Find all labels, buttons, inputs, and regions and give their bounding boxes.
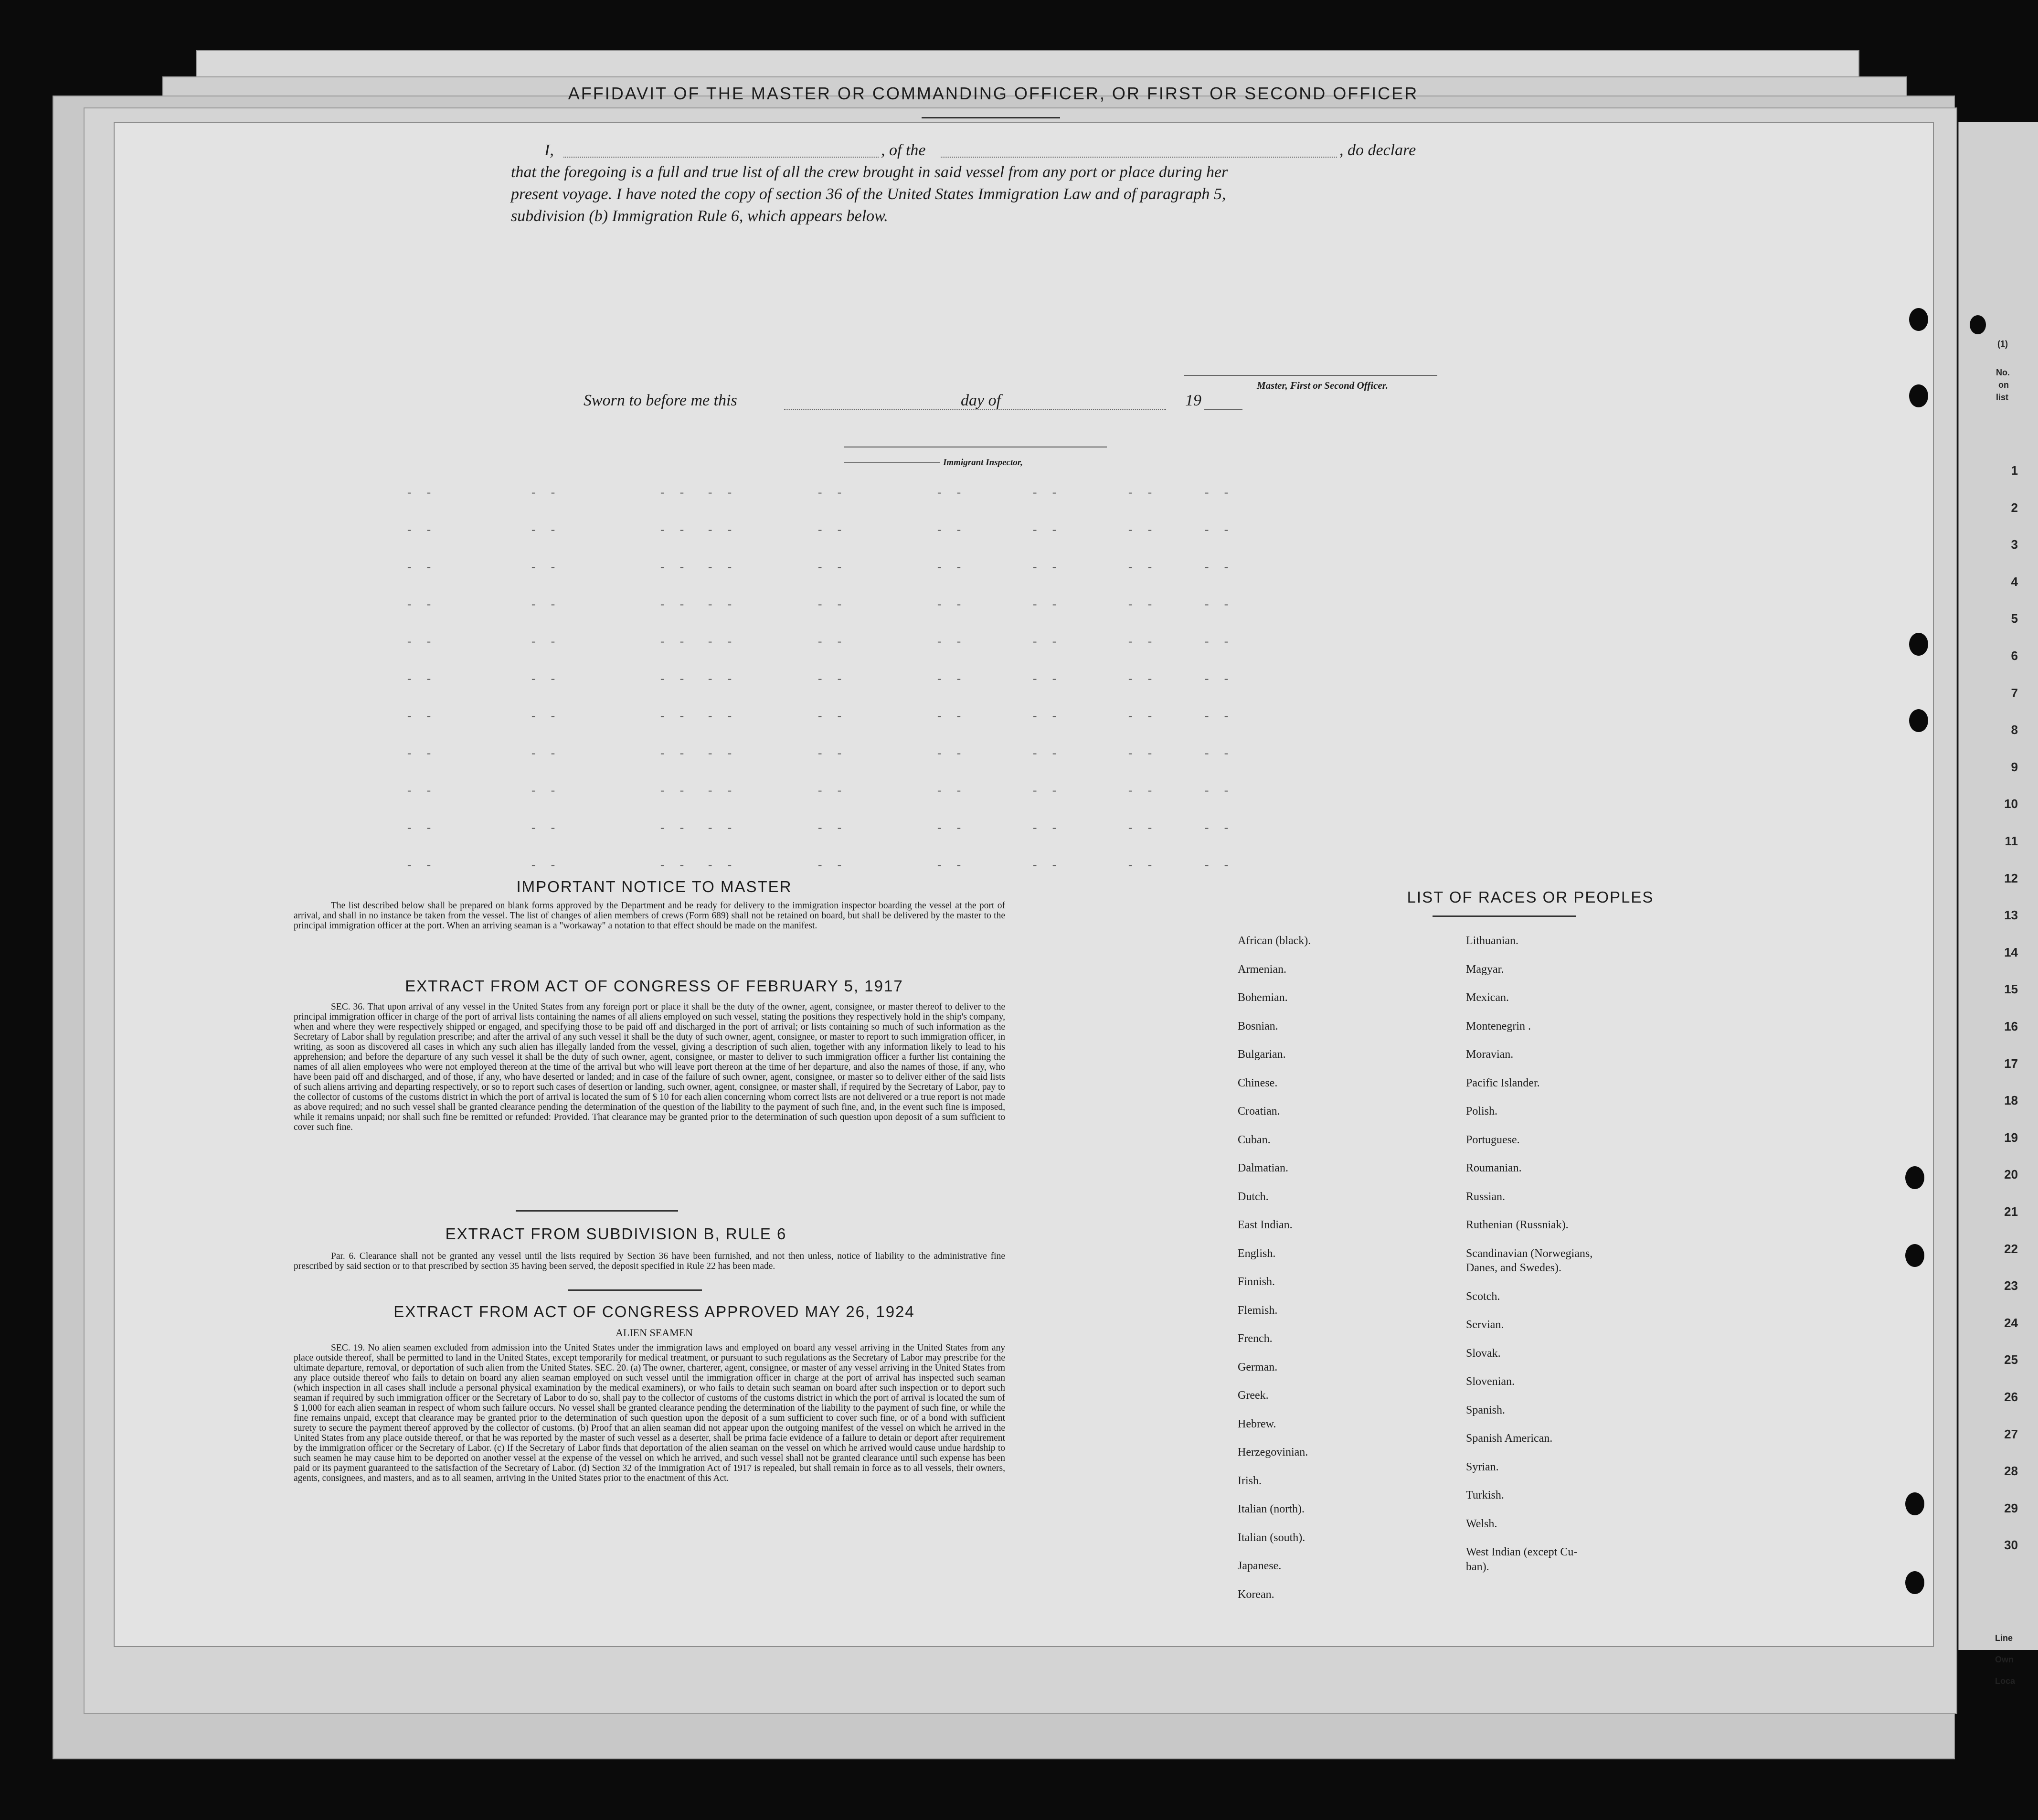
column-dash: - - [659,487,689,500]
column-dash: - - [406,711,435,724]
column-dash: - - [1203,711,1233,724]
row-number: 26 [2004,1390,2018,1404]
row-number: 7 [2011,685,2018,700]
row-number: 12 [2004,871,2018,885]
column-dash: - - [530,636,560,649]
race-item: Hebrew. [1238,1417,1276,1430]
column-dash: - - [817,636,846,649]
title-underline [922,117,1060,118]
side-strip [1958,122,2038,1650]
day-of-text: day of [961,392,1001,409]
row-number: 20 [2004,1167,2018,1182]
race-item: Cuban. [1238,1133,1271,1146]
column-dash: - - [1127,599,1157,612]
race-item: English. [1238,1247,1276,1260]
punch-hole [1970,315,1986,334]
column-dash: - - [406,562,435,575]
column-dash: - - [817,562,846,575]
column-dash: - - [1031,673,1061,686]
race-item: Finnish. [1238,1276,1275,1288]
row-number: 17 [2004,1056,2018,1071]
inspector-label: Immigrant Inspector, [943,458,1023,468]
side-head-list: list [1996,393,2009,402]
punch-hole [1905,1492,1924,1515]
column-dash: - - [659,524,689,537]
affidavit-of-the: , of the [881,141,926,159]
column-dash: - - [659,748,689,761]
races-title: LIST OF RACES OR PEOPLES [1407,888,1654,906]
column-dash: - - [530,822,560,835]
column-dash: - - [707,487,736,500]
row-number: 13 [2004,908,2018,923]
column-dash: - - [530,487,560,500]
column-dash: - - [406,599,435,612]
race-item: Chinese. [1238,1076,1278,1089]
race-item: Danes, and Swedes). [1466,1262,1561,1274]
column-dash: - - [406,487,435,500]
column-dash: - - [1031,860,1061,873]
row-number: 2 [2011,500,2018,515]
row-number: 27 [2004,1426,2018,1441]
column-dash: - - [1203,822,1233,835]
side-head-on: on [1998,380,2009,390]
column-dash: - - [1031,599,1061,612]
punch-hole [1909,633,1928,656]
row-number: 22 [2004,1241,2018,1256]
column-dash: - - [1127,487,1157,500]
row-number: 29 [2004,1501,2018,1515]
side-footer-own: Own [1995,1655,2014,1664]
row-number: 14 [2004,945,2018,959]
column-dash: - - [707,562,736,575]
race-item: French. [1238,1332,1273,1345]
race-item: Magyar. [1466,963,1504,976]
race-item: Bosnian. [1238,1020,1278,1032]
column-dash: - - [817,673,846,686]
race-item: African (black). [1238,935,1311,947]
column-dash: - - [659,599,689,612]
row-number: 25 [2004,1352,2018,1367]
column-dash: - - [1203,562,1233,575]
side-footer-loca: Loca [1995,1676,2016,1686]
column-dash: - - [406,673,435,686]
blank-vessel [941,157,1337,158]
column-dash: - - [1203,673,1233,686]
row-number: 18 [2004,1093,2018,1108]
column-dash: - - [936,524,966,537]
row-number: 19 [2004,1130,2018,1145]
side-col-number: (1) [1997,339,2008,349]
sworn-text: Sworn to before me this [584,392,737,409]
inspector-signature-line-2 [844,462,940,463]
race-item: Bohemian. [1238,991,1288,1004]
race-item: Russian. [1466,1190,1506,1203]
column-dash: - - [530,524,560,537]
column-dash: - - [707,822,736,835]
rule6-title: EXTRACT FROM SUBDIVISION B, RULE 6 [445,1225,787,1243]
row-number: 6 [2011,649,2018,663]
extract-1924-text: SEC. 19. No alien seamen excluded from admission into the United States under the immigration laws and employed on board any vessel arriving in the United States from any place outside thereof, shall be permitted to land in the United States, except temporarily for medical treatment, or pursuant to such regulations as the Secretary of Labor may prescribe for the ultimate departure, removal, or deportation of such alien from the United States. SEC. 20. (a) The owner, charterer, agent, consignee, or master of any vessel arriving in the United States from any place outside thereof who fails to detain on board any alien seaman employed on such vessel until the immigration officer in charge at the port of arrival has inspected such seaman (which inspection in all cases shall include a personal physical examination by the medical examiners), or who fails to detain such seaman on board after such inspection or to deport such seaman if required by such immigration officer or the Secretary of Labor to do so, shall pay to the collector of customs of the customs district in which the port of arrival is located the sum of $ 1,000 for each alien seaman in respect of whom such failure occurs. No vessel shall be granted clearance pending the determination of the liability to the payment of such fine, or while the fine remains unpaid, except that clearance may be granted prior to the determination of such question upon the deposit of a sum sufficient to cover such fine, or of a bond with sufficient surety to secure the payment thereof approved by the collector of customs. (b) Proof that an alien seaman did not appear upon the outgoing manifest of the vessel on which he arrived in the United States from any place outside thereof, or that he was reported by the master of such vessel as a deserter, shall be prima facie evidence of a failure to detain or deport after requirement by the immigration officer or the Secretary of Labor. (c) If the Secretary of Labor finds that deportation of the alien seaman on the vessel on which he arrived would cause undue hardship to such seamen he may cause him to be deported on another vessel at the expense of the vessel on which he arrived, and such vessel shall not be granted clearance until such expense has been paid or its payment guaranteed to the satisfaction of the Secretary of Labor. (d) Section 32 of the Immigration Act of 1917 is repealed, but shall remain in force as to all vessels, their owners, agents, consignees, and masters, and as to all seamen, arriving in the United States prior to the enactment of this Act. [294,1343,1005,1483]
column-dash: - - [406,748,435,761]
column-dash: - - [1031,562,1061,575]
column-dash: - - [936,673,966,686]
race-item: Greek. [1238,1389,1269,1402]
column-dash: - - [1127,822,1157,835]
column-dash: - - [1203,785,1233,798]
column-dash: - - [817,860,846,873]
punch-hole [1905,1571,1924,1594]
race-item: Portuguese. [1466,1133,1520,1146]
column-dash: - - [530,599,560,612]
alien-seamen-subtitle: ALIEN SEAMEN [616,1327,693,1339]
column-dash: - - [1127,562,1157,575]
side-head-no: No. [1996,368,2010,377]
column-dash: - - [1031,711,1061,724]
sworn-line [584,392,1252,414]
column-dash: - - [1203,524,1233,537]
column-dash: - - [1203,636,1233,649]
affidavit-i: I, [544,141,554,159]
column-dash: - - [817,524,846,537]
race-item: Moravian. [1466,1048,1514,1061]
row-number: 1 [2011,463,2018,478]
row-number: 5 [2011,611,2018,626]
column-dash: - - [1127,636,1157,649]
race-item: Servian. [1466,1319,1504,1331]
column-dash: - - [707,860,736,873]
race-item: Scandinavian (Norwegians, [1466,1247,1593,1260]
year-prefix: 19 [1185,392,1201,409]
blank-name [563,157,879,158]
column-dash: - - [707,711,736,724]
column-dash: - - [530,711,560,724]
column-dash: - - [530,748,560,761]
row-number: 10 [2004,797,2018,811]
column-dash: - - [936,599,966,612]
column-dash: - - [936,822,966,835]
column-dash: - - [936,785,966,798]
column-dash: - - [659,636,689,649]
column-dash: - - [707,599,736,612]
race-item: Japanese. [1238,1560,1282,1572]
column-dash: - - [1127,785,1157,798]
column-dash: - - [1203,860,1233,873]
column-dash: - - [1127,711,1157,724]
column-dash: - - [530,562,560,575]
race-item: Lithuanian. [1466,935,1518,947]
column-dash: - - [1031,822,1061,835]
column-dash: - - [1203,599,1233,612]
master-signature-line [1184,375,1437,376]
race-item: Slovenian. [1466,1375,1515,1388]
column-dash: - - [1031,748,1061,761]
notice-text: The list described below shall be prepared on blank forms approved by the Department and be ready for delivery to the immigration inspector boarding the vessel at the port of arrival, and shall in no instance be taken from the vessel. The list of changes of alien members of crews (Form 689) shall not be retained on board, but shall be delivered by the master to the principal immigration officer at the port. When an arriving seaman is a "workaway" a notation to that effect should be made on the manifest. [294,901,1005,931]
race-item: Flemish. [1238,1304,1278,1317]
race-item: Croatian. [1238,1105,1280,1118]
column-dash: - - [1127,860,1157,873]
affidavit-line-3: present voyage. I have noted the copy of section 36 of the United States Immigration Law and of paragraph 5, [511,185,1226,203]
column-dash: - - [406,785,435,798]
column-dash: - - [1031,636,1061,649]
column-dash: - - [936,636,966,649]
column-dash: - - [1127,524,1157,537]
side-footer-line: Line [1995,1633,2013,1643]
row-number: 16 [2004,1019,2018,1033]
extract-1924-title: EXTRACT FROM ACT OF CONGRESS APPROVED MAY 26, 1924 [393,1303,915,1320]
column-dash: - - [530,673,560,686]
row-number: 3 [2011,537,2018,552]
race-item: East Indian. [1238,1219,1293,1231]
column-dash: - - [707,524,736,537]
column-dash: - - [406,524,435,537]
affidavit-body [511,139,1437,227]
row-number: 21 [2004,1204,2018,1219]
row-number: 28 [2004,1464,2018,1479]
column-dash: - - [1127,748,1157,761]
race-item: Mexican. [1466,991,1509,1004]
blank-day [784,409,1051,410]
race-item: Irish. [1238,1474,1262,1487]
column-dash: - - [817,785,846,798]
column-dash: - - [659,860,689,873]
master-signature-label: Master, First or Second Officer. [1257,380,1388,391]
column-dash: - - [1127,673,1157,686]
column-dash: - - [936,487,966,500]
row-number: 9 [2011,759,2018,774]
affidavit-do-declare: , do declare [1339,141,1416,159]
race-item: ban). [1466,1560,1489,1573]
race-item: Dutch. [1238,1190,1269,1203]
punch-hole [1905,1244,1924,1267]
column-dash: - - [1203,748,1233,761]
column-dash: - - [707,748,736,761]
column-dash: - - [936,711,966,724]
column-dash: - - [659,562,689,575]
race-item: Spanish. [1466,1404,1506,1416]
race-item: Slovak. [1466,1347,1501,1360]
affidavit-line-1 [511,139,1437,161]
notice-title: IMPORTANT NOTICE TO MASTER [516,878,792,895]
race-item: Pacific Islander. [1466,1076,1540,1089]
column-dash: - - [659,673,689,686]
column-dash: - - [707,673,736,686]
race-item: Dalmatian. [1238,1162,1288,1174]
race-item: Turkish. [1466,1489,1504,1501]
race-item: German. [1238,1361,1278,1373]
row-number: 15 [2004,982,2018,997]
punch-hole [1905,1166,1924,1189]
extract-1917-underline [516,1210,678,1212]
race-item: Herzegovinian. [1238,1446,1308,1458]
column-dash: - - [406,822,435,835]
race-item: Polish. [1466,1105,1498,1118]
column-dash: - - [659,711,689,724]
column-dash: - - [817,599,846,612]
race-item: Ruthenian (Russniak). [1466,1219,1569,1231]
row-number: 11 [2005,834,2018,848]
punch-hole [1909,709,1928,732]
column-dash: - - [406,860,435,873]
punch-hole [1909,308,1928,331]
rule6-text: Par. 6. Clearance shall not be granted any vessel until the lists required by Section 36 have been furnished, and not then unless, notice of liability to the administrative fine prescribed by said section or to that prescribed by section 35 having been served, the deposit specified in Rule 22 has been made. [294,1251,1005,1271]
column-dash: - - [936,748,966,761]
race-item: Bulgarian. [1238,1048,1286,1061]
column-dash: - - [530,785,560,798]
race-item: Welsh. [1466,1517,1497,1530]
row-number: 4 [2011,574,2018,589]
race-item: West Indian (except Cu- [1466,1546,1578,1558]
races-underline [1433,915,1576,917]
column-dash: - - [936,562,966,575]
race-item: Montenegrin . [1466,1020,1531,1032]
column-dash: - - [1203,487,1233,500]
race-item: Armenian. [1238,963,1286,976]
race-item: Roumanian. [1466,1162,1522,1174]
rule6-underline [568,1289,702,1291]
column-dash: - - [406,636,435,649]
column-dash: - - [707,636,736,649]
column-dash: - - [659,785,689,798]
column-dash: - - [530,860,560,873]
column-dash: - - [1031,487,1061,500]
column-dash: - - [817,487,846,500]
row-number: 23 [2004,1278,2018,1293]
column-dash: - - [817,748,846,761]
column-dash: - - [1031,524,1061,537]
race-item: Korean. [1238,1588,1274,1601]
extract-1917-text: SEC. 36. That upon arrival of any vessel in the United States from any foreign port or place it shall be the duty of the owner, agent, consignee, or master thereof to deliver to the principal immigration officer in charge of the port of arrival lists containing the names of all aliens employed on such vessel, stating the positions they respectively hold in the ship's company, when and where they were respectively shipped or engaged, and specifying those to be paid off and discharged in the port of arrival; or lists containing so much of such information as the Secretary of Labor shall by regulation prescribe; and after the arrival of any such vessel it shall be the duty of such owner, agent, consignee, or master to report to such immigration officer, in writing, as soon as discovered all cases in which any such alien has illegally landed from the vessel, giving a description of such alien, together with any information likely to lead to his apprehension; and before the departure of any such vessel it shall be the duty of such owner, agent, consignee, or master to deliver to such immigration officer a further list containing the names of all alien employees who were not employed thereon at the time of the arrival but who will leave port thereon at the time of her departure, and also the names of those, if any, who have been paid off and discharged, and of those, if any, who have deserted or landed; and in case of the failure of such owner, agent, consignee, or master so to deliver either of the said lists of such aliens arriving and departing respectively, or so to report such cases of desertion or landing, such owner, agent, consignee, or master shall, if required by the Secretary of Labor, pay to the collector of customs of the customs district in which the port of arrival is located the sum of $ 10 for each alien concerning whom correct lists are not delivered or a true report is not made as above required; and no such vessel shall be granted clearance pending the determination of the question of the liability to the payment of such fine, and, in the event such fine is imposed, while it remains unpaid; nor shall such fine be remitted or refunded: Provided. That clearance may be granted prior to the determination of such question upon deposit of a sum sufficient to cover such fine. [294,1002,1005,1132]
column-dash: - - [707,785,736,798]
affidavit-line-2: that the foregoing is a full and true list of all the crew brought in said vessel from any port or place during her [511,163,1228,181]
column-dash: - - [817,822,846,835]
affidavit-title: AFFIDAVIT OF THE MASTER OR COMMANDING OFFICER, OR FIRST OR SECOND OFFICER [568,84,1419,103]
race-item: Scotch. [1466,1290,1500,1303]
row-number: 30 [2004,1538,2018,1553]
extract-1917-title: EXTRACT FROM ACT OF CONGRESS OF FEBRUARY 5, 1917 [405,977,903,995]
column-dash: - - [936,860,966,873]
race-item: Italian (south). [1238,1531,1306,1544]
column-dash: - - [1031,785,1061,798]
race-item: Spanish American. [1466,1432,1553,1445]
row-number: 8 [2011,723,2018,737]
column-dash: - - [817,711,846,724]
column-dash: - - [659,822,689,835]
affidavit-line-4: subdivision (b) Immigration Rule 6, which appears below. [511,207,888,225]
race-item: Italian (north). [1238,1503,1305,1515]
blank-month [1013,409,1166,410]
row-number: 24 [2004,1315,2018,1330]
blank-year [1204,409,1242,410]
punch-hole [1909,384,1928,407]
race-item: Syrian. [1466,1460,1499,1473]
